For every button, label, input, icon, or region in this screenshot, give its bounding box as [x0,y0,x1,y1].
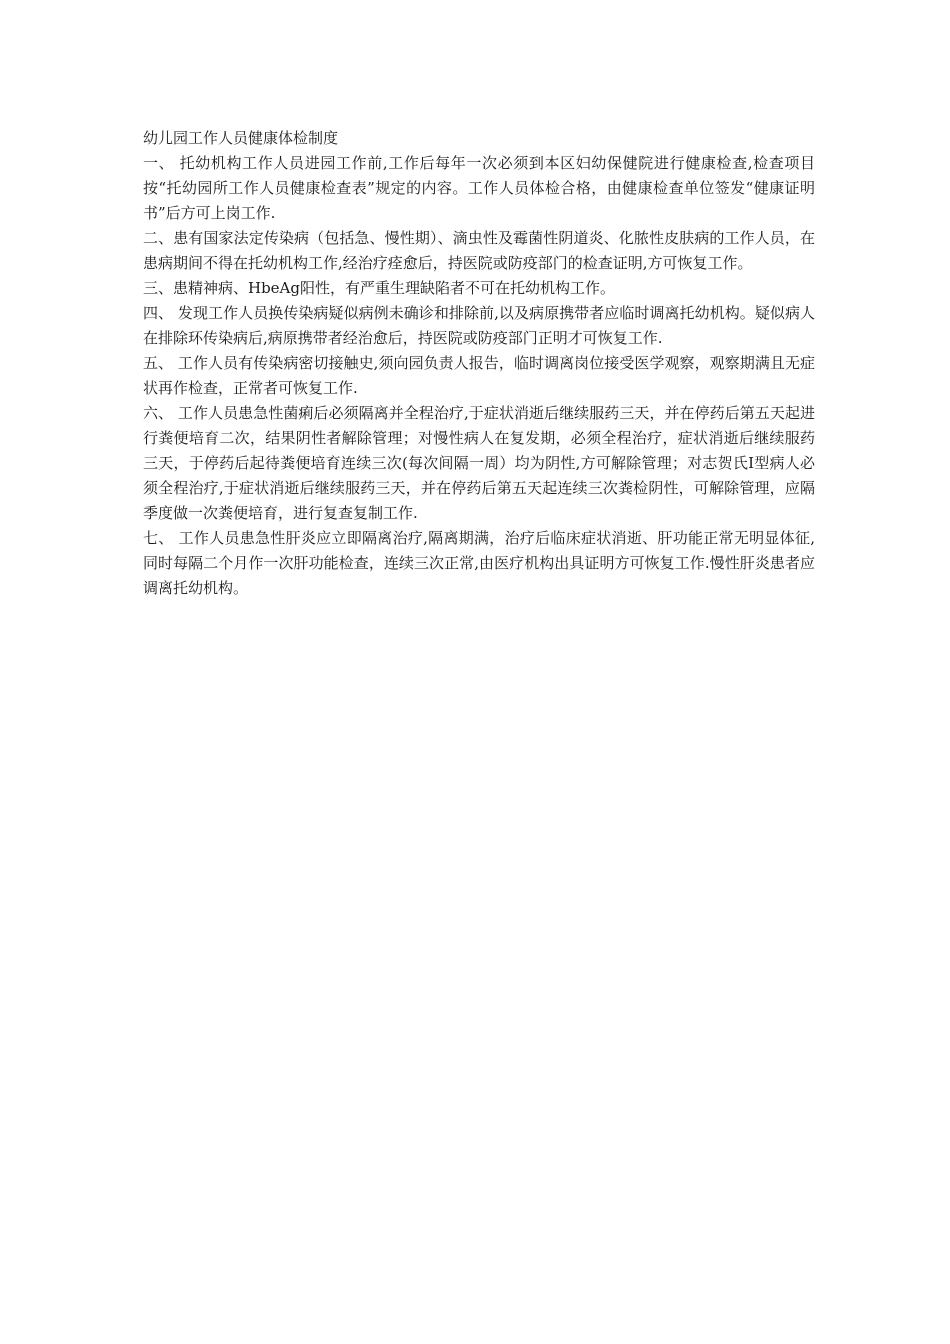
paragraph-5: 五、 工作人员有传染病密切接触史,须向园负责人报告，临时调离岗位接受医学观察，观察期满且无症状再作检查，正常者可恢复工作. [143,354,815,397]
paragraph-6: 六、 工作人员患急性菌痢后必须隔离并全程治疗,于症状消逝后继续服药三天，并在停药后第五天起进行粪便培育二次，结果阴性者解除管理；对慢性病人在复发期，必须全程治疗，症状消逝后继续服药三天，于停药后起待粪便培育连续三次(每次间隔一周）均为阴性,方可解除管理；对志贺氏I型病人必须全程治疗,于症状消逝后继续服药三天，并在停药后第五天起连续三次粪检阴性，可解除管理，应隔季度做一次粪便培育，进行复查复制工作. [143,404,815,522]
document-page [143,126,815,601]
document-title: 幼儿园工作人员健康体检制度 [143,129,339,147]
paragraph-1: 一、 托幼机构工作人员进园工作前,工作后每年一次必须到本区妇幼保健院进行健康检查,检查项目按“托幼园所工作人员健康检查表”规定的内容。工作人员体检合格，由健康检查单位签发“健康证明书”后方可上岗工作. [143,154,815,222]
paragraph-7: 七、 工作人员患急性肝炎应立即隔离治疗,隔离期满，治疗后临床症状消逝、肝功能正常无明显体征,同时每隔二个月作一次肝功能检查，连续三次正常,由医疗机构出具证明方可恢复工作.慢性肝炎患者应调离托幼机构。 [143,529,815,597]
paragraph-2: 二、患有国家法定传染病（包括急、慢性期）、滴虫性及霉菌性阴道炎、化脓性皮肤病的工作人员，在患病期间不得在托幼机构工作,经治疗痊愈后，持医院或防疫部门的检查证明,方可恢复工作。 [143,229,815,272]
paragraph-3: 三、患精神病、HbeAg阳性，有严重生理缺陷者不可在托幼机构工作。 [143,279,615,297]
paragraph-4: 四、 发现工作人员换传染病疑似病例未确诊和排除前,以及病原携带者应临时调离托幼机构。疑似病人在排除环传染病后,病原携带者经治愈后，持医院或防疫部门正明才可恢复工作. [143,304,815,347]
